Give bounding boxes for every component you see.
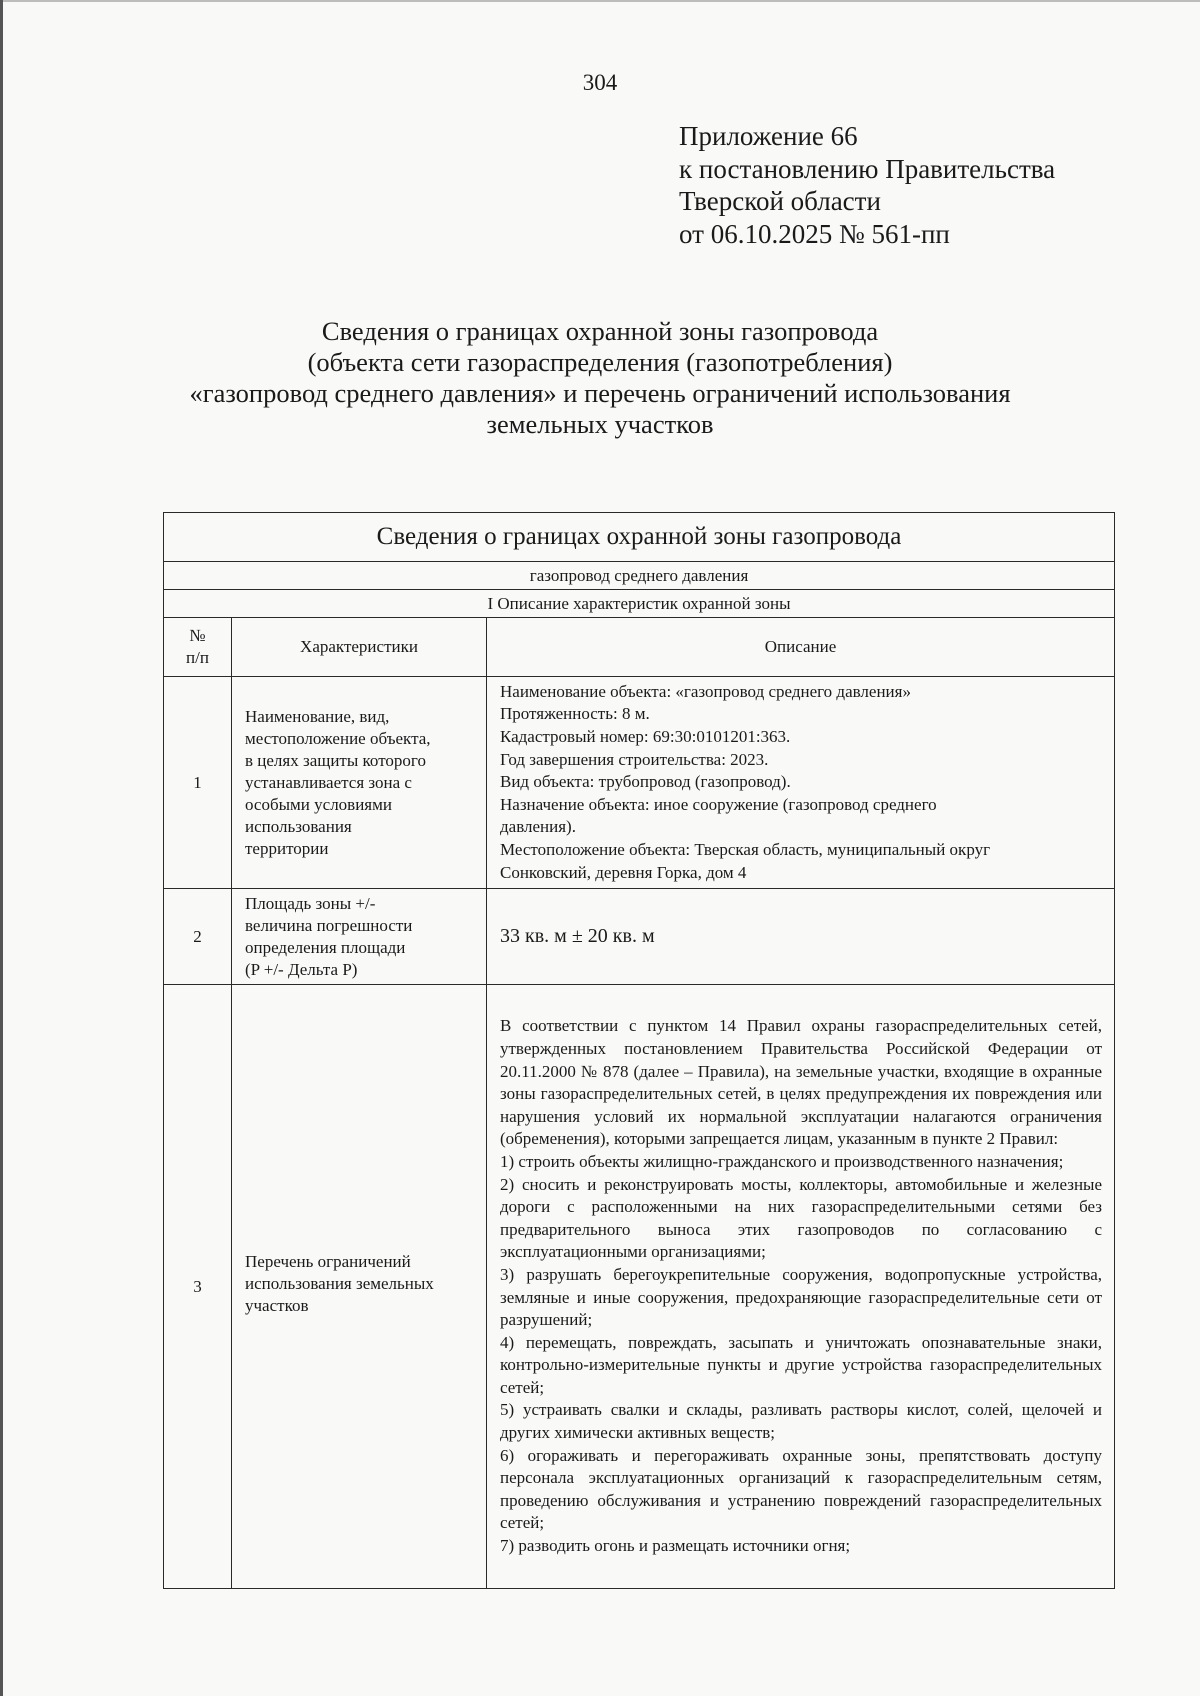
appendix-line-4: от 06.10.2025 № 561-пп [679, 218, 950, 249]
description-line: Назначение объекта: иное сооружение (газопровод среднего [500, 794, 937, 814]
column-header-number-line-2: п/п [186, 648, 209, 667]
column-header-description: Описание [487, 618, 1115, 677]
appendix-block [679, 120, 1055, 250]
characteristic-line: особыми условиями [245, 794, 392, 814]
column-header-number [164, 618, 232, 677]
row-number: 2 [164, 889, 232, 985]
row-description [487, 677, 1115, 889]
characteristic-line: Наименование, вид, [245, 706, 390, 726]
restriction-item: 5) устраивать свалки и склады, разливать растворы кислот, солей, щелочей и других химически активных веществ; [500, 1400, 1103, 1443]
appendix-line-1: Приложение 66 [679, 121, 858, 151]
title-line-1: Сведения о границах охранной зоны газопровода [321, 316, 879, 346]
restriction-item: 7) разводить огонь и размещать источники огня; [500, 1536, 851, 1556]
characteristic-line: Перечень ограничений [245, 1252, 411, 1271]
description-line: Кадастровый номер: 69:30:0101201:363. [500, 727, 791, 747]
restriction-item: 4) перемещать, повреждать, засыпать и уничтожать опознавательные знаки, контрольно-измерительные пункты и другие устройства газораспределительных сетей; [500, 1332, 1103, 1397]
description-line: Местоположение объекта: Тверская область, муниципальный округ [500, 839, 991, 859]
table-main-header: Сведения о границах охранной зоны газопровода [164, 513, 1115, 562]
description-line: Сонковский, деревня Горка, дом 4 [500, 862, 747, 882]
characteristic-line: (P +/- Дельта P) [245, 959, 358, 979]
column-header-number-line-1: № [189, 626, 206, 645]
characteristic-line: Площадь зоны +/- [245, 893, 376, 913]
characteristic-line: местоположение объекта, [245, 728, 431, 748]
page-number: 304 [582, 70, 618, 95]
restriction-item: 1) строить объекты жилищно-гражданского и производственного назначения; [500, 1151, 1064, 1171]
row-characteristic [232, 677, 487, 889]
appendix-line-2: к постановлению Правительства [679, 153, 1056, 184]
row-number: 3 [164, 985, 232, 1589]
scan-edge-top [0, 0, 1200, 2]
row-description [487, 985, 1115, 1589]
scan-edge-left [0, 0, 3, 1696]
table-row [164, 677, 1115, 889]
table-row [164, 889, 1115, 985]
characteristic-line: использования [245, 816, 352, 836]
characteristic-line: определения площади [245, 937, 406, 957]
document-title [150, 316, 1050, 440]
row-characteristic [232, 889, 487, 985]
description-line: Вид объекта: трубопровод (газопровод). [500, 772, 791, 792]
description-line: Наименование объекта: «газопровод среднего давления» [500, 681, 911, 701]
zone-area-value: 33 кв. м ± 20 кв. м [500, 924, 655, 947]
characteristic-line: величина погрешности [245, 915, 413, 935]
protection-zone-table [163, 512, 1115, 1589]
table-object-name: газопровод среднего давления [164, 562, 1115, 590]
appendix-line-3: Тверской области [679, 186, 881, 216]
characteristic-line: территории [245, 838, 329, 858]
title-line-2: (объекта сети газораспределения (газопотребления) [307, 347, 893, 377]
row-characteristic [232, 985, 487, 1589]
row-description [487, 889, 1115, 985]
characteristic-line: участков [245, 1296, 309, 1315]
description-line: давления). [500, 817, 576, 837]
title-line-4: земельных участков [486, 409, 714, 439]
description-line: Протяженность: 8 м. [500, 704, 650, 724]
characteristic-line: использования земельных [245, 1274, 434, 1293]
characteristic-line: в целях защиты которого [245, 750, 426, 770]
restriction-paragraph: В соответствии с пунктом 14 Правил охраны газораспределительных сетей, утвержденных постановлением Правительства Российской Федерации от 20.11.2000 № 878 (далее – Правила), на земельные участки, входящие в охранные зоны газораспределительных сетей, в целях предупреждения их повреждения или нарушения условий их нормальной эксплуатации налагаются ограничения (обременения), которыми запрещается лицам, указанным в пункте 2 Правил: [500, 1016, 1103, 1149]
restriction-item: 6) огораживать и перегораживать охранные зоны, препятствовать доступу персонала эксплуатационных организаций к газораспределительным сетям, проведению обслуживания и устранению повреждений газораспределительных сетей; [500, 1445, 1103, 1533]
restriction-item: 3) разрушать берегоукрепительные сооружения, водопропускные устройства, земляные и иные сооружения, предохраняющие газораспределительные сети от разрушений; [500, 1264, 1103, 1330]
restriction-item: 2) сносить и реконструировать мосты, коллекторы, автомобильные и железные дороги с расположенными на них газораспределительными сетями без предварительного выноса этих газопроводов по согласованию с эксплуатационными организациями; [500, 1174, 1103, 1262]
column-header-characteristics: Характеристики [232, 618, 487, 677]
description-line: Год завершения строительства: 2023. [500, 749, 769, 769]
table-row [164, 985, 1115, 1589]
characteristic-line: устанавливается зона с [245, 772, 412, 792]
table-section-header: I Описание характеристик охранной зоны [164, 590, 1115, 618]
title-line-3: «газопровод среднего давления» и перечень ограничений использования [189, 378, 1011, 408]
row-number: 1 [164, 677, 232, 889]
